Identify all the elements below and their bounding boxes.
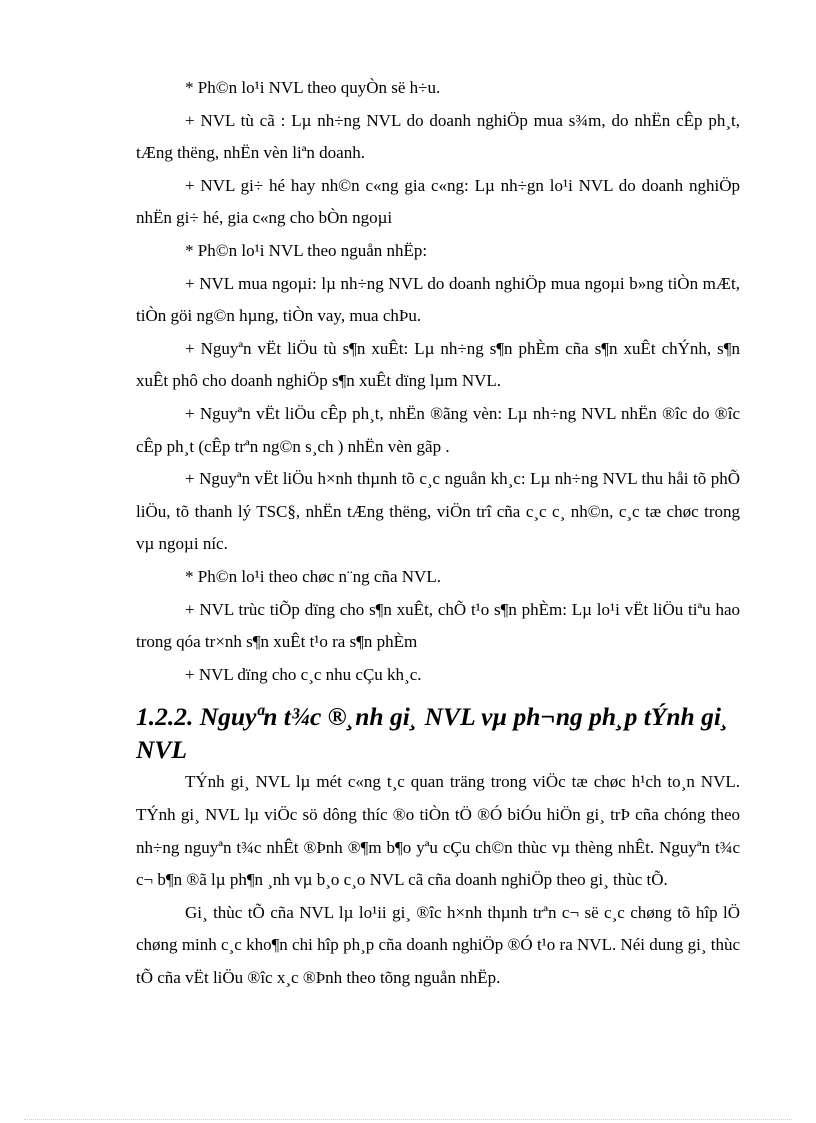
paragraph: + Nguyªn vËt liÖu tù s¶n xuÊt: Lµ nh÷ng s¶n phÈm cña s¶n xuÊt chÝnh, s¶n xuÊt phô cho doanh nghiÖp s¶n xuÊt dïng lµm NVL. bbox=[136, 338, 740, 391]
paragraph: + NVL tù cã : Lµ nh÷ng NVL do doanh nghiÖp mua s¾m, do nhËn cÊp ph¸t, tÆng thëng, nhËn vèn liªn doanh. bbox=[136, 110, 740, 163]
paragraph: * Ph©n lo¹i NVL theo nguån nhËp: bbox=[185, 240, 428, 260]
paragraph: + NVL gi÷ hé hay nh©n c«ng gia c«ng: Lµ nh÷gn lo¹i NVL do doanh nghiÖp nhËn gi÷ hé, gia c«ng cho bÒn ngoµi bbox=[136, 175, 740, 228]
paragraph: + NVL mua ngoµi: lµ nh÷ng NVL do doanh nghiÖp mua ngoµi b»ng tiÒn mÆt, tiÒn göi ng©n hµng, tiÒn vay, mua chÞu. bbox=[136, 273, 740, 326]
paragraph: Gi¸ thùc tÕ cña NVL lµ lo¹ii gi¸ ®îc h×nh thµnh trªn c¬ së c¸c chøng tõ hîp lÖ chøng minh c¸c kho¶n chi hîp ph¸p cña doanh nghiÖp ®Ó t¹o ra NVL. Néi dung gi¸ thùc tÕ cña vËt liÖu ®îc x¸c ®Þnh theo tõng nguån nhËp. bbox=[136, 902, 740, 988]
paragraph: + NVL dïng cho c¸c nhu cÇu kh¸c. bbox=[185, 664, 422, 684]
paragraph: * Ph©n lo¹i theo chøc n¨ng cña NVL. bbox=[185, 566, 441, 586]
page-content bbox=[136, 72, 740, 995]
paragraph: + Nguyªn vËt liÖu cÊp ph¸t, nhËn ®ãng vèn: Lµ nh÷ng NVL nhËn ®îc do ®îc cÊp ph¸t (cÊp trªn ng©n s¸ch ) nhËn vèn gãp . bbox=[136, 403, 740, 456]
page-bottom-border bbox=[24, 1119, 792, 1120]
paragraph: + NVL trùc tiÕp dïng cho s¶n xuÊt, chÕ t¹o s¶n phÈm: Lµ lo¹i vËt liÖu tiªu hao trong qóa tr×nh s¶n xuÊt t¹o ra s¶n phÈm bbox=[136, 599, 740, 652]
paragraph: + Nguyªn vËt liÖu h×nh thµnh tõ c¸c nguån kh¸c: Lµ nh÷ng NVL thu håi tõ phÕ liÖu, tõ thanh lý TSC§, nhËn tÆng thëng, viÖn trî cña c¸c c¸ nh©n, c¸c tæ chøc trong vµ ngoµi níc. bbox=[136, 469, 740, 554]
section-heading: 1.2.2. Nguyªn t¾c ®¸nh gi¸ NVL vµ ph¬ng ph¸p tÝnh gi¸ NVL bbox=[136, 702, 730, 764]
paragraph: TÝnh gi¸ NVL lµ mét c«ng t¸c quan träng trong viÖc tæ chøc h¹ch to¸n NVL. TÝnh gi¸ NVL lµ viÖc sö dông thíc ®o tiÒn tÖ ®Ó biÓu hiÖn gi¸ trÞ cña chóng theo nh÷ng nguyªn t¾c nhÊt ®Þnh ®¶m b¶o yªu cÇu ch©n thùc vµ thèng nhÊt. Nguyªn t¾c c¬ b¶n ®ã lµ ph¶n ¸nh vµ b¸o c¸o NVL cã cña doanh nghiÖp theo gi¸ thùc tÕ. bbox=[136, 772, 740, 890]
paragraph: * Ph©n lo¹i NVL theo quyÒn së h÷u. bbox=[185, 78, 441, 97]
